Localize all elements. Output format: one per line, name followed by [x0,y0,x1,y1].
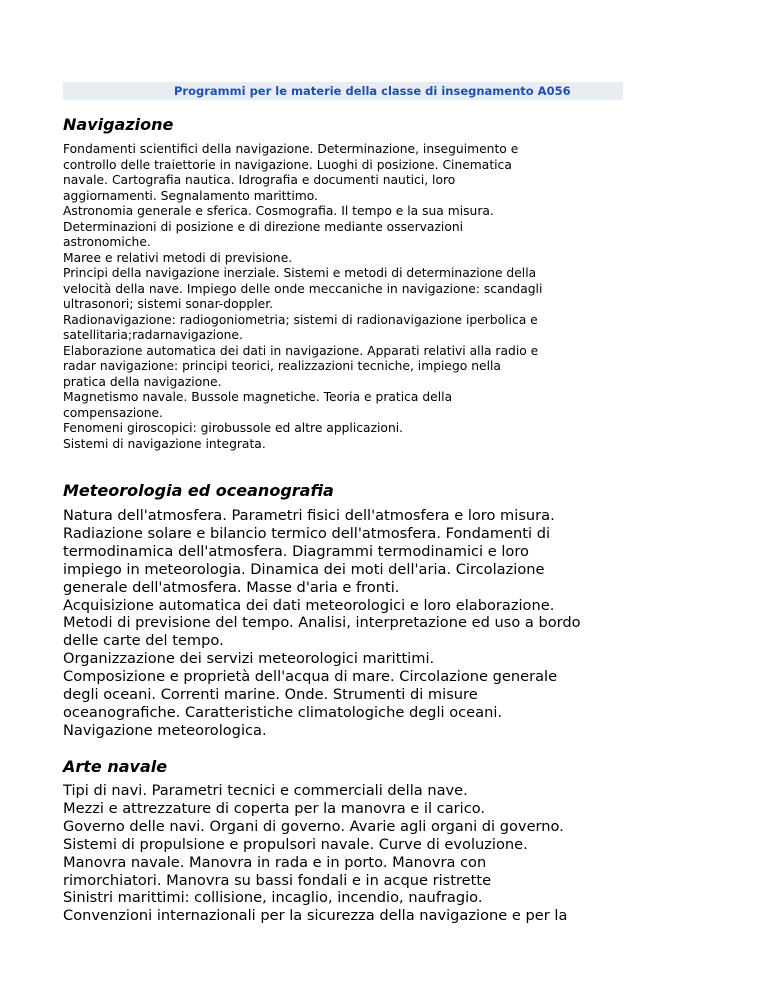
text-line: Sistemi di propulsione e propulsori navale. Curve di evoluzione. [63,835,528,853]
text-line: Organizzazione dei servizi meteorologici marittimi. [63,650,435,668]
text-line: impiego in meteorologia. Dinamica dei moti dell'aria. Circolazione [63,560,545,578]
section-heading-meteorologia: Meteorologia ed oceanografia [63,481,334,500]
text-line: pratica della navigazione. [63,374,222,389]
text-line: Magnetismo navale. Bussole magnetiche. Teoria e pratica della [63,390,453,404]
text-line: Manovra navale. Manovra in rada e in porto. Manovra con [63,853,487,871]
text-line: generale dell'atmosfera. Masse d'aria e fronti. [63,578,400,596]
text-line: termodinamica dell'atmosfera. Diagrammi termodinamici e loro [63,542,529,560]
text-line: delle carte del tempo. [63,632,224,650]
text-line: satellitaria;radarnavigazione. [63,328,243,342]
text-line: Governo delle navi. Organi di governo. Avarie agli organi di governo. [63,817,564,835]
text-line: Sinistri marittimi: collisione, incaglio, incendio, naufragio. [63,889,483,907]
text-line: rimorchiatori. Manovra su bassi fondali e in acque ristrette [63,871,492,889]
section-heading-navigazione: Navigazione [63,115,174,134]
text-line: Metodi di previsione del tempo. Analisi, interpretazione ed uso a bordo [63,614,581,632]
text-line: Sistemi di navigazione integrata. [63,436,266,451]
text-line: Fondamenti scientifici della navigazione. Determinazione, inseguimento e [63,142,519,156]
text-line: Radionavigazione: radiogoniometria; sistemi di radionavigazione iperbolica e [63,312,538,327]
text-line: astronomiche. [63,235,151,249]
section-heading-arte-navale: Arte navale [63,757,168,776]
text-line: radar navigazione: principi teorici, realizzazioni tecniche, impiego nella [63,359,501,373]
text-line: Elaborazione automatica dei dati in navigazione. Apparati relativi alla radio e [63,343,539,358]
text-line: velocità della nave. Impiego delle onde meccaniche in navigazione: scandagli [63,281,543,296]
text-line: degli oceani. Correnti marine. Onde. Strumenti di misure [63,686,478,704]
section-body-arte-navale [63,782,623,925]
text-line: compensazione. [63,405,164,420]
text-line: Composizione e proprietà dell'acqua di mare. Circolazione generale [63,668,558,686]
text-line: Maree e relativi metodi di previsione. [63,250,293,265]
text-line: Navigazione meteorologica. [63,721,267,739]
text-line: Acquisizione automatica dei dati meteorologici e loro elaborazione. [63,596,555,614]
text-line: Radiazione solare e bilancio termico dell'atmosfera. Fondamenti di [63,524,551,542]
text-line: Fenomeni giroscopici: girobussole ed altre applicazioni. [63,421,404,435]
text-line: Determinazioni di posizione e di direzione mediante osservazioni [63,219,464,234]
text-line: Mezzi e attrezzature di coperta per la manovra e il carico. [63,799,486,817]
text-line: Convenzioni internazionali per la sicurezza della navigazione e per la [63,907,568,925]
section-body-meteorologia [63,507,623,740]
text-line: ultrasonori; sistemi sonar-doppler. [63,297,274,311]
text-line: Principi della navigazione inerziale. Sistemi e metodi di determinazione della [63,266,537,280]
text-line: Natura dell'atmosfera. Parametri fisici dell'atmosfera e loro misura. [63,507,555,524]
text-line: navale. Cartografia nautica. Idrografia e documenti nautici, loro [63,173,456,187]
text-line: oceanografiche. Caratteristiche climatologiche degli oceani. [63,703,503,721]
text-line: controllo delle traiettorie in navigazione. Luoghi di posizione. Cinematica [63,157,512,172]
page-title: Programmi per le materie della classe di insegnamento A056 [174,84,571,98]
text-line: Astronomia generale e sferica. Cosmografia. Il tempo e la sua misura. [63,204,494,218]
text-line: Tipi di navi. Parametri tecnici e commerciali della nave. [63,782,468,799]
section-body-navigazione [63,142,623,452]
text-line: aggiornamenti. Segnalamento marittimo. [63,188,318,203]
